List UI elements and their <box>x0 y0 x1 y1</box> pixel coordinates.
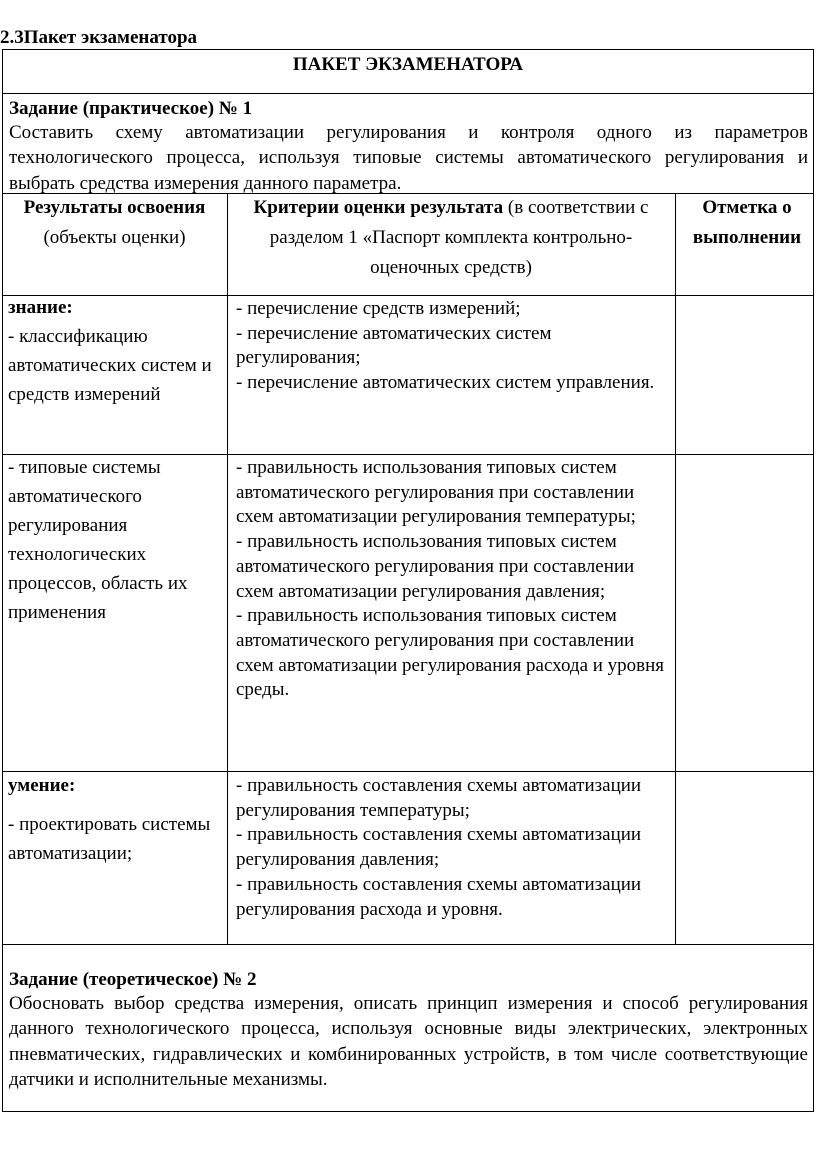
header-criteria-bold: Критерии оценки результата <box>253 197 504 218</box>
row1-criterion-3: - перечисление автоматических систем управления. <box>236 372 655 394</box>
row2-criterion-3: - правильность использования типовых систем автоматического регулирования при составлении схем автоматизации регулирования расхода и уровня среды. <box>236 605 665 701</box>
task2-title: Задание (теоретическое) № 2 <box>9 969 257 990</box>
row2-result <box>8 453 220 627</box>
header-results-note: (объекты оценки) <box>43 227 186 248</box>
row3-criterion-3: - правильность составления схемы автоматизации регулирования расхода и уровня. <box>236 873 642 920</box>
row3-result-text: - проектировать системы автоматизации; <box>8 814 211 864</box>
column-divider-1 <box>227 193 228 944</box>
row3-result-label: умение: <box>8 775 76 796</box>
rule-under-row3 <box>2 944 814 945</box>
header-criteria <box>240 193 662 283</box>
header-criteria-note: (в соответствии с разделом 1 «Паспорт комплекта контрольно-оценочных средств) <box>269 197 649 278</box>
section-heading: 2.3Пакет экзаменатора <box>0 27 198 48</box>
row3-criterion-1: - правильность составления схемы автоматизации регулирования температуры; <box>236 775 642 821</box>
row1-result-text: - классификацию автоматических систем и средств измерений <box>8 326 212 405</box>
rule-under-title <box>2 93 814 94</box>
row2-criteria <box>236 456 669 703</box>
column-divider-2 <box>675 193 676 944</box>
task1-title: Задание (практическое) № 1 <box>9 98 253 119</box>
row2-result-text: - типовые системы автоматического регулирования технологических процессов, область их применения <box>8 457 188 623</box>
row2-criterion-2: - правильность использования типовых систем автоматического регулирования при составлении схем автоматизации регулирования давления; <box>236 531 635 602</box>
row1-result <box>8 293 220 409</box>
header-results-bold: Результаты освоения <box>23 197 206 218</box>
row1-criterion-1: - перечисление средств измерений; <box>236 298 521 319</box>
row3-criteria <box>236 774 669 922</box>
header-results <box>3 193 226 253</box>
packet-title: ПАКЕТ ЭКЗАМЕНАТОРА <box>292 54 524 75</box>
header-mark: Отметка о выполнении <box>692 197 802 248</box>
row1-criterion-2: - перечисление автоматических систем регулирования; <box>236 322 552 369</box>
row3-criterion-2: - правильность составления схемы автоматизации регулирования давления; <box>236 824 642 871</box>
row1-criteria <box>236 297 669 396</box>
row1-result-label: знание: <box>8 297 73 318</box>
row2-criterion-1: - правильность использования типовых систем автоматического регулирования при составлении схем автоматизации регулирования температуры; <box>236 457 636 528</box>
task2-text: Обосновать выбор средства измерения, описать принцип измерения и способ регулирования данного технологического процесса, используя основные виды электрических, электронных пневматических, гидравлических и комбинированных устройств, в том числе соответствующие датчики и исполнительные механизмы. <box>9 993 808 1090</box>
task1-text: Составить схему автоматизации регулирования и контроля одного из параметров технологического процесса, используя типовые системы автоматического регулирования и выбрать средства измерения данного параметра. <box>9 122 808 194</box>
row3-result <box>8 771 220 868</box>
